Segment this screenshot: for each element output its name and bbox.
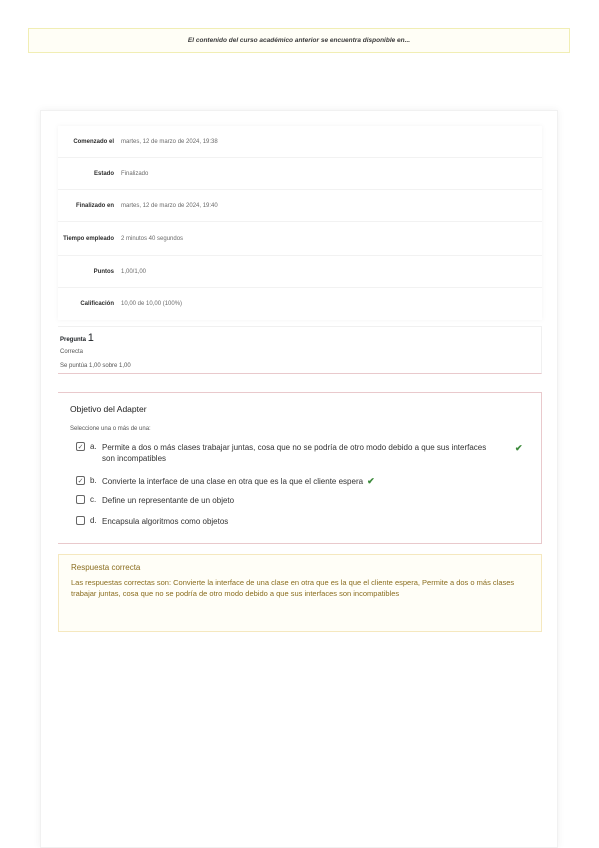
question-state: Correcta: [60, 349, 84, 355]
summary-value: martes, 12 de marzo de 2024, 19:38: [121, 138, 218, 145]
option-letter: a.: [90, 442, 97, 451]
summary-row-grade: [58, 288, 542, 320]
question-grade: Se puntúa 1,00 sobre 1,00: [60, 363, 131, 369]
summary-value: martes, 12 de marzo de 2024, 19:40: [121, 202, 218, 209]
summary-value: 2 minutos 40 segundos: [121, 235, 184, 242]
question-prompt: Seleccione una o más de una:: [70, 426, 151, 432]
answer-option-a: [76, 442, 526, 464]
option-text: Permite a dos o más clases trabajar juntas, cosa que no se podría de otro modo debido a que sus interfaces son incompatibles: [102, 443, 487, 463]
option-text: Convierte la interface de una clase en otra que es la que el cliente espera: [102, 477, 364, 486]
summary-row-points: [58, 256, 542, 288]
summary-value: Finalizado: [121, 170, 149, 177]
previous-course-notice[interactable]: [28, 28, 570, 53]
question-number: [60, 332, 94, 344]
summary-label: Tiempo empleado: [63, 235, 114, 242]
feedback-text: Las respuestas correctas son: Convierte la interface de una clase en otra que es la que el cliente espera, Permite a dos o más clases trabajar juntas, cosa que no se podría de otro modo debido a que sus interfaces son incompatibles: [71, 578, 515, 598]
summary-row-time-taken: [58, 222, 542, 256]
correct-check-icon: ✔: [515, 443, 523, 453]
question-text: Objetivo del Adapter: [70, 404, 147, 414]
correct-check-icon: ✔: [367, 476, 375, 486]
answer-option-d: [76, 516, 228, 527]
question-prefix: Pregunta: [60, 337, 87, 343]
answer-option-c: [76, 495, 234, 506]
summary-row-started: [58, 126, 542, 158]
summary-label: Puntos: [93, 268, 114, 275]
summary-label: Calificación: [80, 301, 114, 307]
option-letter: d.: [90, 516, 97, 525]
option-letter: c.: [90, 495, 97, 504]
summary-row-finished: [58, 190, 542, 222]
question-content: [58, 392, 542, 544]
option-letter: b.: [90, 476, 97, 485]
answer-feedback: [58, 554, 542, 632]
summary-row-state: [58, 158, 542, 190]
checkbox-empty-icon[interactable]: [76, 495, 85, 504]
feedback-title: Respuesta correcta: [71, 563, 141, 572]
summary-value: 1,00/1,00: [121, 268, 147, 275]
attempt-summary-table: [58, 126, 542, 320]
summary-value: 10,00 de 10,00 (100%): [121, 301, 183, 307]
option-text: Define un representante de un objeto: [102, 496, 235, 505]
answer-option-b: [76, 476, 375, 487]
question-number-value: 1: [87, 332, 94, 344]
checkbox-empty-icon[interactable]: [76, 516, 85, 525]
notice-text: El contenido del curso académico anterior se encuentra disponible en...: [187, 37, 411, 44]
checkbox-checked-icon[interactable]: ✓: [77, 477, 84, 485]
checkbox-checked-icon[interactable]: ✓: [77, 443, 84, 451]
summary-label: Estado: [93, 170, 114, 177]
question-info: [58, 326, 542, 374]
summary-label: Comenzado el: [73, 138, 114, 145]
option-text: Encapsula algoritmos como objetos: [102, 517, 229, 526]
summary-label: Finalizado en: [75, 202, 114, 209]
